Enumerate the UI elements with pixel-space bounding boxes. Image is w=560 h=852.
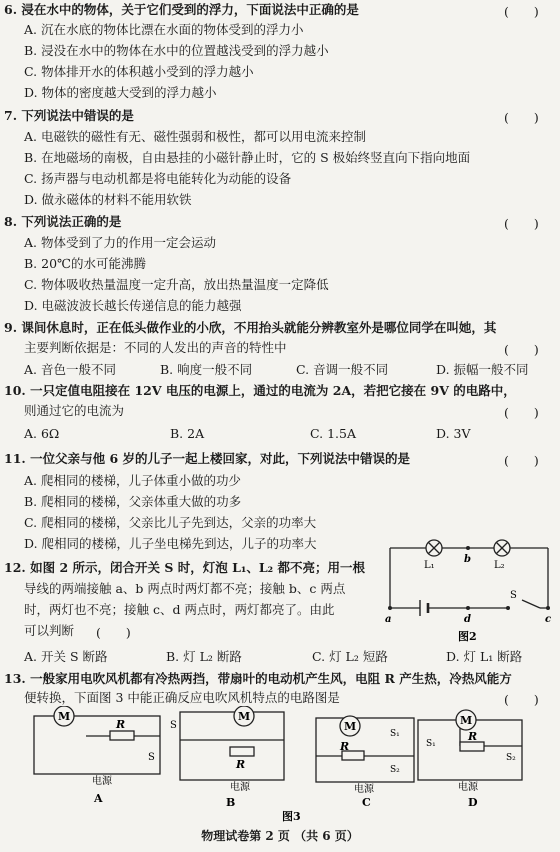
- resistor-label: R: [468, 730, 478, 743]
- lamp-l2-icon: [494, 540, 510, 556]
- lamp-l1-icon: [426, 540, 442, 556]
- option: C. 灯 L₂ 短路: [312, 649, 388, 664]
- question-10-stem-cont: 则通过它的电流为: [24, 403, 125, 418]
- power-label: 电源: [354, 784, 374, 795]
- option: B. 浸没在水中的物体在水中的位置越浅受到的浮力越小: [24, 43, 329, 58]
- option: A. 电磁铁的磁性有无、磁性强弱和极性，都可以用电流来控制: [24, 129, 366, 144]
- resistor-label: R: [236, 758, 246, 771]
- option: A. 开关 S 断路: [24, 649, 108, 664]
- option: A. 音色一般不同: [24, 362, 116, 377]
- page-footer: 物理试卷第 2 页 （共 6 页）: [201, 829, 359, 843]
- switch-label: S₁: [426, 739, 436, 749]
- motor-label: M: [344, 720, 357, 733]
- motor-label: M: [460, 714, 473, 727]
- question-12-stem-cont: 可以判断: [24, 623, 75, 638]
- label-l2: L₂: [494, 560, 505, 571]
- resistor-label: R: [340, 740, 350, 753]
- question-6-stem: 6. 浸在水中的物体，关于它们受到的浮力，下面说法中正确的是: [4, 2, 359, 17]
- figure-3-circuits: [20, 706, 540, 824]
- power-label: 电源: [92, 776, 112, 787]
- power-label: 电源: [458, 782, 478, 793]
- answer-paren: ( ): [504, 342, 539, 357]
- switch-label: S₂: [390, 765, 400, 775]
- option: B. 20℃的水可能沸腾: [24, 256, 147, 271]
- motor-label: M: [58, 710, 71, 723]
- option: D. 电磁波波长越长传递信息的能力越强: [24, 298, 242, 313]
- answer-paren: ( ): [96, 625, 131, 640]
- option: B. 爬相同的楼梯，父亲体重大做的功多: [24, 494, 242, 509]
- battery-icon: [420, 600, 428, 616]
- question-12-stem-cont: 导线的两端接触 a、b 两点时两灯都不亮；接触 b、c 两点: [24, 581, 346, 596]
- option: C. 物体排开水的体积越小受到的浮力越小: [24, 64, 254, 79]
- question-11-stem: 11. 一位父亲与他 6 岁的儿子一起上楼回家，对此，下列说法中错误的是: [4, 451, 411, 466]
- option: B. 灯 L₂ 断路: [166, 649, 242, 664]
- label-d: d: [464, 614, 471, 625]
- option: C. 扬声器与电动机都是将电能转化为动能的设备: [24, 171, 292, 186]
- option: A. 爬相同的楼梯，儿子体重小做的功少: [24, 473, 241, 488]
- option: C. 音调一般不同: [296, 362, 389, 377]
- switch-s-icon: [506, 606, 510, 610]
- option: D. 3V: [436, 426, 471, 441]
- answer-paren: ( ): [504, 4, 539, 19]
- figure-3-caption: 图3: [282, 810, 301, 823]
- label-b: b: [464, 554, 471, 565]
- label-c: c: [545, 614, 552, 625]
- option: C. 物体吸收热量温度一定升高，放出热量温度一定降低: [24, 277, 329, 292]
- question-13-stem-cont: 便转换，下面图 3 中能正确反应电吹风机特点的电路图是: [24, 690, 340, 705]
- option: A. 沉在水底的物体比漂在水面的物体受到的浮力小: [24, 22, 304, 37]
- circuit-label-b: B: [226, 796, 236, 809]
- options-row: [0, 647, 560, 663]
- option: C. 1.5A: [310, 426, 356, 441]
- circuit-label-d: D: [468, 796, 478, 809]
- figure-2-circuit: [384, 536, 556, 648]
- switch-label: S: [170, 720, 177, 731]
- resistor-label: R: [116, 718, 126, 731]
- question-8-stem: 8. 下列说法正确的是: [4, 214, 122, 229]
- question-10-stem: 10. 一只定值电阻接在 12V 电压的电源上，通过的电流为 2A，若把它接在 9V 的电路中，: [4, 383, 516, 398]
- motor-label: M: [238, 710, 251, 723]
- option: B. 在地磁场的南极，自由悬挂的小磁针静止时，它的 S 极始终竖直向下指向地面: [24, 150, 471, 165]
- switch-label: S₁: [390, 729, 400, 739]
- question-12-stem: 12. 如图 2 所示，闭合开关 S 时，灯泡 L₁、L₂ 都不亮；用一根: [4, 560, 365, 575]
- answer-paren: ( ): [504, 405, 539, 420]
- figure-2-caption: 图2: [458, 630, 477, 643]
- option: A. 物体受到了力的作用一定会运动: [24, 235, 216, 250]
- circuit-label-a: A: [94, 792, 103, 805]
- answer-paren: ( ): [504, 453, 539, 468]
- option: B. 响度一般不同: [160, 362, 253, 377]
- question-7-stem: 7. 下列说法中错误的是: [4, 108, 134, 123]
- option: D. 物体的密度越大受到的浮力越小: [24, 85, 217, 100]
- answer-paren: ( ): [504, 216, 539, 231]
- question-13-stem: 13. 一般家用电吹风机都有冷热两挡，带扇叶的电动机产生风，电阻 R 产生热，冷热风能方: [4, 671, 512, 686]
- option: C. 爬相同的楼梯，父亲比儿子先到达，父亲的功率大: [24, 515, 317, 530]
- options-row: [0, 360, 560, 376]
- option: D. 爬相同的楼梯，儿子坐电梯先到达，儿子的功率大: [24, 536, 317, 551]
- answer-paren: ( ): [504, 692, 539, 707]
- option: D. 振幅一般不同: [436, 362, 529, 377]
- power-label: 电源: [230, 782, 250, 793]
- switch-label: S₂: [506, 753, 516, 763]
- answer-paren: ( ): [504, 110, 539, 125]
- question-12-stem-cont: 时，两灯也不亮；接触 c、d 两点时，两灯都亮了。由此: [24, 602, 335, 617]
- label-s: S: [510, 590, 517, 601]
- option: A. 6Ω: [24, 426, 60, 441]
- label-l1: L₁: [424, 560, 435, 571]
- option: B. 2A: [170, 426, 205, 441]
- option: D. 灯 L₁ 断路: [446, 649, 523, 664]
- switch-label: S: [148, 752, 155, 763]
- question-9-stem-cont: 主要判断依据是：不同的人发出的声音的特性中: [24, 340, 287, 355]
- options-row: [0, 426, 560, 442]
- option: D. 做永磁体的材料不能用软铁: [24, 192, 192, 207]
- circuit-label-c: C: [362, 796, 371, 809]
- question-9-stem: 9. 课间休息时，正在低头做作业的小欣，不用抬头就能分辨教室外是哪位同学在叫她，其: [4, 320, 497, 335]
- label-a: a: [385, 614, 392, 625]
